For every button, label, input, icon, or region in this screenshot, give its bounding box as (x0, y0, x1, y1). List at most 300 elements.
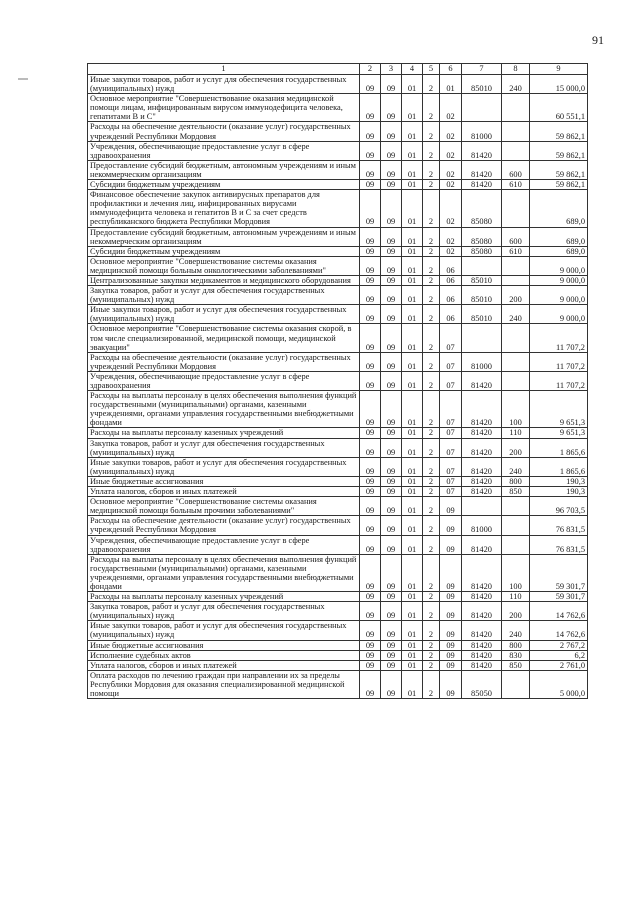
row-code-c2: 09 (360, 428, 381, 438)
row-code-c8: 600 (502, 160, 530, 179)
row-code-c7: 85010 (462, 75, 502, 94)
row-code-c4: 01 (402, 476, 423, 486)
row-code-c4: 01 (402, 160, 423, 179)
row-code-c3: 09 (381, 286, 402, 305)
row-code-c6: 07 (440, 438, 462, 457)
row-code-c5: 2 (423, 75, 440, 94)
row-code-c8: 610 (502, 246, 530, 256)
row-code-c5: 2 (423, 487, 440, 497)
row-code-c8 (502, 324, 530, 352)
row-code-c4: 01 (402, 621, 423, 640)
row-code-c2: 09 (360, 256, 381, 275)
row-code-c2: 09 (360, 438, 381, 457)
row-code-c6: 07 (440, 391, 462, 428)
row-code-c2: 09 (360, 324, 381, 352)
row-code-c5: 2 (423, 516, 440, 535)
row-code-c2: 09 (360, 305, 381, 324)
row-code-c8: 600 (502, 227, 530, 246)
row-code-c8: 200 (502, 602, 530, 621)
row-code-c2: 09 (360, 476, 381, 486)
row-description: Иные бюджетные ассигнования (88, 476, 360, 486)
row-code-c5: 2 (423, 352, 440, 371)
row-description: Расходы на выплаты персоналу в целях обеспечения выполнения функций государственными (муниципальными) органами, казенными учреждениями, органами управления государственными внебюджетными фондами (88, 391, 360, 428)
row-code-c4: 01 (402, 438, 423, 457)
row-code-c2: 09 (360, 190, 381, 227)
row-code-c7: 81420 (462, 438, 502, 457)
row-code-c7: 81420 (462, 487, 502, 497)
row-code-c5: 2 (423, 621, 440, 640)
row-code-c8 (502, 256, 530, 275)
row-code-c3: 09 (381, 592, 402, 602)
row-code-c8 (502, 535, 530, 554)
row-code-c8: 800 (502, 640, 530, 650)
table-row (88, 592, 588, 602)
budget-table (87, 63, 588, 699)
row-code-c7 (462, 324, 502, 352)
row-code-c8: 850 (502, 487, 530, 497)
row-description: Расходы на выплаты персоналу казенных учреждений (88, 592, 360, 602)
row-description: Иные закупки товаров, работ и услуг для обеспечения государственных (муниципальных) нужд (88, 621, 360, 640)
header-cell: 5 (423, 64, 440, 75)
table-row (88, 180, 588, 190)
row-code-c7: 81420 (462, 476, 502, 486)
row-description: Закупка товаров, работ и услуг для обеспечения государственных (муниципальных) нужд (88, 602, 360, 621)
row-code-c4: 01 (402, 660, 423, 670)
row-code-c7: 81000 (462, 352, 502, 371)
row-code-c6: 07 (440, 352, 462, 371)
row-code-c5: 2 (423, 190, 440, 227)
row-code-c2: 09 (360, 602, 381, 621)
row-code-c7: 81420 (462, 160, 502, 179)
table-row (88, 122, 588, 141)
row-code-c8: 100 (502, 391, 530, 428)
row-code-c6: 09 (440, 592, 462, 602)
row-amount: 14 762,6 (530, 602, 588, 621)
row-code-c6: 07 (440, 324, 462, 352)
row-code-c3: 09 (381, 640, 402, 650)
row-description: Основное мероприятие "Совершенствование системы оказания медицинской помощи больным прочими заболеваниями" (88, 497, 360, 516)
table-row (88, 438, 588, 457)
row-code-c2: 09 (360, 275, 381, 285)
row-description: Учреждения, обеспечивающие предоставление услуг в сфере здравоохранения (88, 141, 360, 160)
row-code-c5: 2 (423, 650, 440, 660)
row-code-c3: 09 (381, 438, 402, 457)
row-code-c5: 2 (423, 286, 440, 305)
row-description: Уплата налогов, сборов и иных платежей (88, 660, 360, 670)
row-code-c3: 09 (381, 190, 402, 227)
row-code-c2: 09 (360, 457, 381, 476)
table-row (88, 305, 588, 324)
row-code-c3: 09 (381, 554, 402, 591)
row-code-c8: 240 (502, 75, 530, 94)
row-code-c7: 81420 (462, 660, 502, 670)
row-code-c8: 830 (502, 650, 530, 660)
row-code-c5: 2 (423, 160, 440, 179)
row-code-c5: 2 (423, 122, 440, 141)
row-code-c5: 2 (423, 428, 440, 438)
row-code-c5: 2 (423, 324, 440, 352)
row-amount: 60 551,1 (530, 94, 588, 122)
row-amount: 59 862,1 (530, 141, 588, 160)
row-code-c7: 81420 (462, 428, 502, 438)
row-code-c5: 2 (423, 592, 440, 602)
row-code-c7: 81420 (462, 602, 502, 621)
row-amount: 96 703,5 (530, 497, 588, 516)
row-code-c6: 09 (440, 660, 462, 670)
row-code-c3: 09 (381, 122, 402, 141)
table-row (88, 487, 588, 497)
row-code-c2: 09 (360, 122, 381, 141)
row-code-c8: 110 (502, 428, 530, 438)
row-code-c3: 09 (381, 75, 402, 94)
table-row (88, 246, 588, 256)
row-code-c6: 09 (440, 535, 462, 554)
row-code-c8 (502, 516, 530, 535)
row-code-c4: 01 (402, 324, 423, 352)
row-code-c6: 02 (440, 122, 462, 141)
row-code-c3: 09 (381, 391, 402, 428)
row-code-c5: 2 (423, 554, 440, 591)
table-row (88, 428, 588, 438)
row-code-c2: 09 (360, 621, 381, 640)
row-code-c2: 09 (360, 554, 381, 591)
row-code-c8 (502, 371, 530, 390)
row-code-c4: 01 (402, 246, 423, 256)
row-code-c4: 01 (402, 640, 423, 650)
row-code-c7: 85050 (462, 670, 502, 698)
row-code-c2: 09 (360, 227, 381, 246)
row-code-c4: 01 (402, 391, 423, 428)
row-code-c3: 09 (381, 180, 402, 190)
row-code-c3: 09 (381, 256, 402, 275)
row-code-c7: 81420 (462, 640, 502, 650)
row-code-c4: 01 (402, 286, 423, 305)
row-description: Закупка товаров, работ и услуг для обеспечения государственных (муниципальных) нужд (88, 286, 360, 305)
table-row (88, 352, 588, 371)
header-cell: 1 (88, 64, 360, 75)
row-code-c5: 2 (423, 535, 440, 554)
row-code-c8: 850 (502, 660, 530, 670)
header-cell: 9 (530, 64, 588, 75)
row-code-c3: 09 (381, 602, 402, 621)
row-code-c5: 2 (423, 602, 440, 621)
row-description: Финансовое обеспечение закупок антивирусных препаратов для профилактики и лечения лиц, инфицированных вирусами иммунодефицита человека и гепатитов В и С за счет средств республиканского бюджета Республики Мордовия (88, 190, 360, 227)
table-row (88, 75, 588, 94)
row-description: Учреждения, обеспечивающие предоставление услуг в сфере здравоохранения (88, 371, 360, 390)
row-code-c8 (502, 94, 530, 122)
row-code-c4: 01 (402, 535, 423, 554)
row-code-c6: 09 (440, 640, 462, 650)
table-row (88, 94, 588, 122)
table-row (88, 660, 588, 670)
row-description: Предоставление субсидий бюджетным, автономным учреждениям и иным некоммерческим организациям (88, 160, 360, 179)
row-code-c4: 01 (402, 487, 423, 497)
row-code-c6: 07 (440, 457, 462, 476)
row-code-c7: 81420 (462, 457, 502, 476)
row-code-c4: 01 (402, 352, 423, 371)
row-code-c6: 09 (440, 497, 462, 516)
row-amount: 6,2 (530, 650, 588, 660)
header-cell: 2 (360, 64, 381, 75)
table-row (88, 160, 588, 179)
row-description: Уплата налогов, сборов и иных платежей (88, 487, 360, 497)
row-code-c8 (502, 190, 530, 227)
row-code-c4: 01 (402, 75, 423, 94)
row-code-c3: 09 (381, 670, 402, 698)
row-code-c2: 09 (360, 94, 381, 122)
row-code-c6: 09 (440, 602, 462, 621)
row-code-c6: 09 (440, 621, 462, 640)
row-code-c7: 81420 (462, 141, 502, 160)
row-code-c6: 06 (440, 256, 462, 275)
row-code-c7: 85010 (462, 275, 502, 285)
row-code-c6: 06 (440, 286, 462, 305)
row-amount: 76 831,5 (530, 516, 588, 535)
row-code-c3: 09 (381, 94, 402, 122)
row-code-c4: 01 (402, 122, 423, 141)
table-row (88, 621, 588, 640)
row-code-c8 (502, 670, 530, 698)
row-code-c4: 01 (402, 516, 423, 535)
row-code-c8: 100 (502, 554, 530, 591)
row-code-c3: 09 (381, 141, 402, 160)
row-amount: 59 862,1 (530, 180, 588, 190)
row-code-c8: 110 (502, 592, 530, 602)
row-amount: 190,3 (530, 487, 588, 497)
row-description: Иные закупки товаров, работ и услуг для обеспечения государственных (муниципальных) нужд (88, 457, 360, 476)
row-description: Оплата расходов по лечению граждан при направлении их за пределы Республики Мордовия для оказания специализированной медицинской помощи (88, 670, 360, 698)
row-amount: 9 651,3 (530, 428, 588, 438)
table-row (88, 602, 588, 621)
header-cell: 4 (402, 64, 423, 75)
row-code-c7: 85080 (462, 246, 502, 256)
row-code-c5: 2 (423, 660, 440, 670)
row-amount: 689,0 (530, 190, 588, 227)
row-amount: 2 767,2 (530, 640, 588, 650)
row-amount: 9 000,0 (530, 286, 588, 305)
row-amount: 1 865,6 (530, 457, 588, 476)
row-code-c2: 09 (360, 352, 381, 371)
table-row (88, 371, 588, 390)
row-amount: 76 831,5 (530, 535, 588, 554)
row-code-c3: 09 (381, 650, 402, 660)
row-code-c7: 85080 (462, 190, 502, 227)
row-code-c5: 2 (423, 180, 440, 190)
table-row (88, 516, 588, 535)
row-code-c2: 09 (360, 660, 381, 670)
row-code-c5: 2 (423, 256, 440, 275)
row-code-c2: 09 (360, 592, 381, 602)
row-description: Расходы на выплаты персоналу в целях обеспечения выполнения функций государственными (муниципальными) органами, казенными учреждениями, органами управления государственными внебюджетными фондами (88, 554, 360, 591)
row-code-c3: 09 (381, 660, 402, 670)
row-code-c7 (462, 94, 502, 122)
row-amount: 2 761,0 (530, 660, 588, 670)
row-amount: 9 000,0 (530, 256, 588, 275)
row-code-c4: 01 (402, 141, 423, 160)
row-code-c3: 09 (381, 160, 402, 179)
row-code-c2: 09 (360, 487, 381, 497)
row-code-c3: 09 (381, 275, 402, 285)
row-code-c7: 81420 (462, 371, 502, 390)
row-code-c3: 09 (381, 352, 402, 371)
row-code-c8 (502, 141, 530, 160)
row-code-c6: 02 (440, 94, 462, 122)
row-code-c7: 81420 (462, 535, 502, 554)
row-code-c6: 02 (440, 190, 462, 227)
table-row (88, 640, 588, 650)
row-code-c4: 01 (402, 602, 423, 621)
row-code-c3: 09 (381, 476, 402, 486)
row-code-c2: 09 (360, 75, 381, 94)
row-code-c6: 02 (440, 180, 462, 190)
table-row (88, 227, 588, 246)
table-row (88, 286, 588, 305)
row-code-c4: 01 (402, 497, 423, 516)
row-amount: 59 301,7 (530, 554, 588, 591)
row-code-c7: 81420 (462, 621, 502, 640)
table-row (88, 554, 588, 591)
row-amount: 9 000,0 (530, 305, 588, 324)
page-number: 91 (592, 33, 604, 47)
row-code-c8 (502, 352, 530, 371)
row-code-c3: 09 (381, 305, 402, 324)
row-code-c3: 09 (381, 428, 402, 438)
row-code-c6: 02 (440, 246, 462, 256)
row-amount: 11 707,2 (530, 352, 588, 371)
row-code-c7 (462, 256, 502, 275)
row-code-c4: 01 (402, 457, 423, 476)
row-code-c2: 09 (360, 650, 381, 660)
row-code-c4: 01 (402, 371, 423, 390)
header-cell: 7 (462, 64, 502, 75)
row-code-c8: 610 (502, 180, 530, 190)
row-amount: 9 000,0 (530, 275, 588, 285)
row-code-c3: 09 (381, 371, 402, 390)
table-row (88, 457, 588, 476)
table-row (88, 190, 588, 227)
row-code-c7: 81420 (462, 180, 502, 190)
table-row (88, 670, 588, 698)
row-code-c2: 09 (360, 286, 381, 305)
row-amount: 14 762,6 (530, 621, 588, 640)
row-amount: 689,0 (530, 246, 588, 256)
row-code-c5: 2 (423, 640, 440, 650)
row-code-c2: 09 (360, 670, 381, 698)
row-description: Иные закупки товаров, работ и услуг для обеспечения государственных (муниципальных) нужд (88, 75, 360, 94)
row-code-c6: 09 (440, 516, 462, 535)
row-code-c7: 85080 (462, 227, 502, 246)
row-code-c3: 09 (381, 487, 402, 497)
row-code-c5: 2 (423, 371, 440, 390)
row-code-c5: 2 (423, 438, 440, 457)
row-description: Основное мероприятие "Совершенствование системы оказания скорой, в том числе специализированной, медицинской помощи, медицинской эвакуации" (88, 324, 360, 352)
table-row (88, 141, 588, 160)
row-description: Иные бюджетные ассигнования (88, 640, 360, 650)
row-code-c6: 06 (440, 275, 462, 285)
row-code-c5: 2 (423, 476, 440, 486)
row-description: Закупка товаров, работ и услуг для обеспечения государственных (муниципальных) нужд (88, 438, 360, 457)
row-code-c3: 09 (381, 227, 402, 246)
row-code-c6: 02 (440, 227, 462, 246)
row-code-c2: 09 (360, 391, 381, 428)
row-description: Учреждения, обеспечивающие предоставление услуг в сфере здравоохранения (88, 535, 360, 554)
row-code-c6: 09 (440, 650, 462, 660)
row-code-c7: 81420 (462, 391, 502, 428)
table-row (88, 476, 588, 486)
row-code-c5: 2 (423, 391, 440, 428)
row-description: Расходы на выплаты персоналу казенных учреждений (88, 428, 360, 438)
row-code-c6: 09 (440, 670, 462, 698)
row-code-c5: 2 (423, 94, 440, 122)
row-code-c7: 81420 (462, 554, 502, 591)
row-code-c2: 09 (360, 371, 381, 390)
row-code-c2: 09 (360, 516, 381, 535)
row-code-c6: 07 (440, 487, 462, 497)
row-code-c6: 07 (440, 476, 462, 486)
row-code-c8: 240 (502, 621, 530, 640)
row-amount: 59 301,7 (530, 592, 588, 602)
row-code-c3: 09 (381, 324, 402, 352)
row-amount: 5 000,0 (530, 670, 588, 698)
row-description: Расходы на обеспечение деятельности (оказание услуг) государственных учреждений Республики Мордовия (88, 122, 360, 141)
row-code-c4: 01 (402, 650, 423, 660)
row-description: Субсидии бюджетным учреждениям (88, 180, 360, 190)
row-code-c6: 06 (440, 305, 462, 324)
table-row (88, 324, 588, 352)
row-code-c5: 2 (423, 275, 440, 285)
row-code-c4: 01 (402, 592, 423, 602)
row-description: Иные закупки товаров, работ и услуг для обеспечения государственных (муниципальных) нужд (88, 305, 360, 324)
row-code-c2: 09 (360, 141, 381, 160)
row-code-c6: 07 (440, 371, 462, 390)
row-code-c3: 09 (381, 246, 402, 256)
row-description: Централизованные закупки медикаментов и медицинского оборудования (88, 275, 360, 285)
table-row (88, 650, 588, 660)
table-row (88, 391, 588, 428)
row-description: Предоставление субсидий бюджетным, автономным учреждениям и иным некоммерческим организациям (88, 227, 360, 246)
row-code-c4: 01 (402, 275, 423, 285)
row-code-c3: 09 (381, 535, 402, 554)
row-code-c6: 02 (440, 141, 462, 160)
row-code-c7: 81420 (462, 592, 502, 602)
row-code-c8: 240 (502, 457, 530, 476)
row-code-c5: 2 (423, 457, 440, 476)
row-code-c8: 240 (502, 305, 530, 324)
header-cell: 8 (502, 64, 530, 75)
row-code-c2: 09 (360, 160, 381, 179)
row-code-c5: 2 (423, 246, 440, 256)
row-code-c5: 2 (423, 141, 440, 160)
row-code-c4: 01 (402, 180, 423, 190)
row-code-c6: 02 (440, 160, 462, 179)
row-amount: 59 862,1 (530, 160, 588, 179)
row-code-c8 (502, 497, 530, 516)
row-code-c8 (502, 275, 530, 285)
row-amount: 190,3 (530, 476, 588, 486)
row-code-c4: 01 (402, 256, 423, 275)
row-code-c4: 01 (402, 227, 423, 246)
row-code-c2: 09 (360, 497, 381, 516)
header-cell: 3 (381, 64, 402, 75)
table-header-row (88, 64, 588, 75)
row-description: Субсидии бюджетным учреждениям (88, 246, 360, 256)
row-code-c5: 2 (423, 670, 440, 698)
row-amount: 9 651,3 (530, 391, 588, 428)
row-amount: 11 707,2 (530, 324, 588, 352)
row-code-c4: 01 (402, 94, 423, 122)
row-code-c4: 01 (402, 428, 423, 438)
row-description: Основное мероприятие "Совершенствование системы оказания медицинской помощи больным онкологическими заболеваниями" (88, 256, 360, 275)
